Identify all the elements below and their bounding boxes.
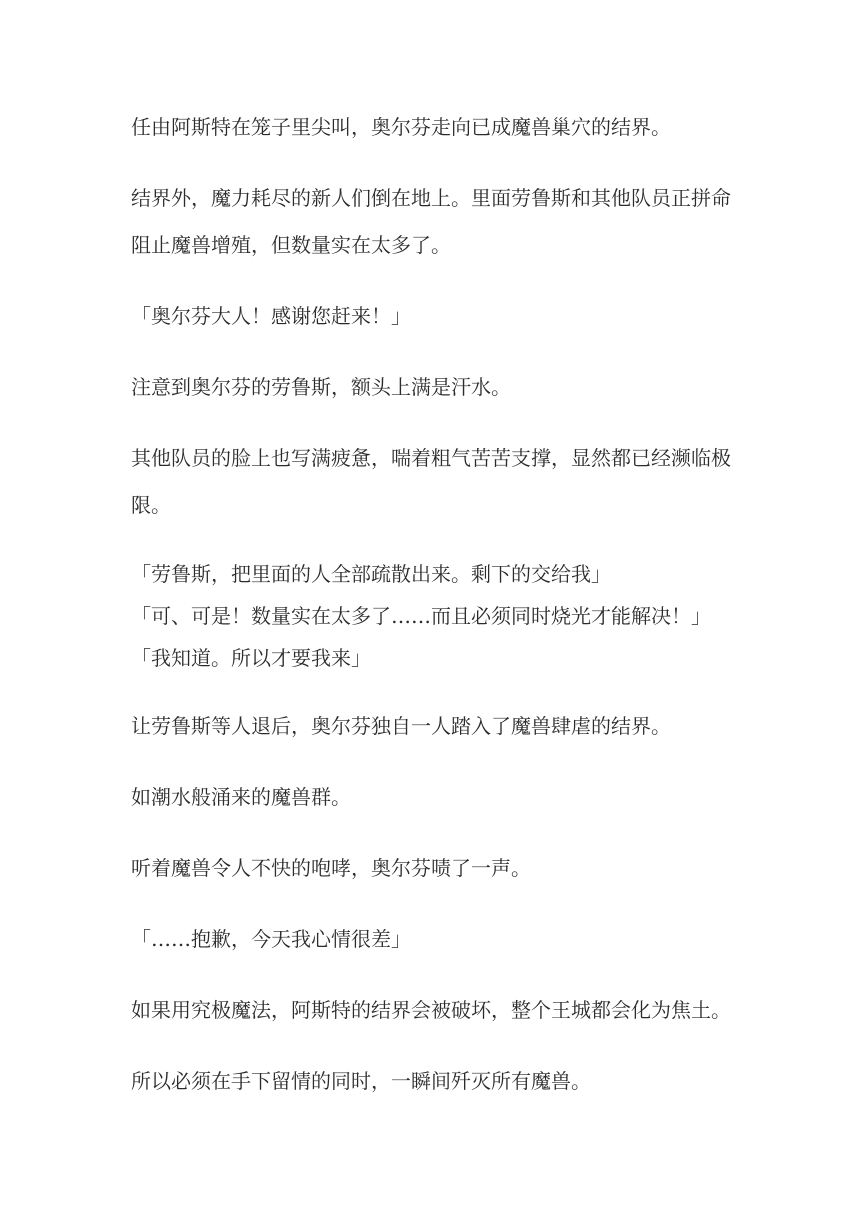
paragraph: 如果用究极魔法，阿斯特的结界会被破坏，整个王城都会化为焦土。 xyxy=(131,998,731,1022)
paragraph: 注意到奥尔芬的劳鲁斯，额头上满是汗水。 xyxy=(131,375,511,399)
dialogue-line: 「劳鲁斯，把里面的人全部疏散出来。剩下的交给我」 xyxy=(131,562,611,586)
paragraph: 所以必须在手下留情的同时，一瞬间歼灭所有魔兽。 xyxy=(131,1069,591,1093)
paragraph: 让劳鲁斯等人退后，奥尔芬独自一人踏入了魔兽肆虐的结界。 xyxy=(131,714,671,738)
dialogue-line: 「奥尔芬大人！感谢您赶来！」 xyxy=(131,304,411,328)
dialogue-line: 「……抱歉，今天我心情很差」 xyxy=(131,927,411,951)
paragraph: 任由阿斯特在笼子里尖叫，奥尔芬走向已成魔兽巢穴的结界。 xyxy=(131,115,671,139)
paragraph: 结界外，魔力耗尽的新人们倒在地上。里面劳鲁斯和其他队员正拼命阻止魔兽增殖，但数量实在太多了。 xyxy=(131,186,731,257)
dialogue-line: 「可、可是！数量实在太多了……而且必须同时烧光才能解决！」 xyxy=(131,604,711,628)
paragraph: 其他队员的脸上也写满疲惫，喘着粗气苦苦支撑，显然都已经濒临极限。 xyxy=(131,446,731,517)
document-body xyxy=(131,104,741,1129)
paragraph: 如潮水般涌来的魔兽群。 xyxy=(131,785,351,809)
paragraph: 听着魔兽令人不快的咆哮，奥尔芬啧了一声。 xyxy=(131,856,531,880)
dialogue-line: 「我知道。所以才要我来」 xyxy=(131,646,371,670)
